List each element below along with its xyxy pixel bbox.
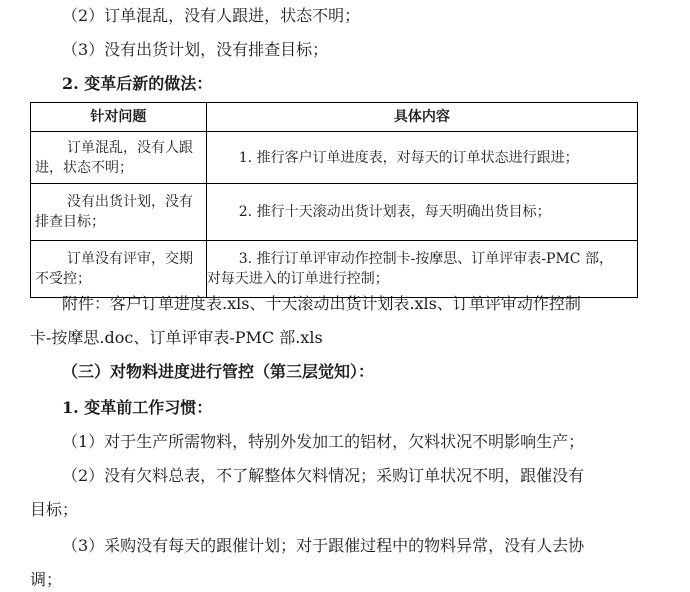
table-header-content: 具体内容 — [206, 103, 637, 132]
attachment-line-1: 附件：客户订单进度表.xls、十天滚动出货计划表.xls、订单评审动作控制 — [62, 294, 581, 313]
table-cell-issue — [31, 241, 207, 298]
table-cell-issue — [31, 184, 207, 241]
paragraph-no-follow-up-plan-line-1: （3）采购没有每天的跟催计划；对于跟催过程中的物料异常，没有人去协 — [62, 536, 585, 555]
table-row — [31, 132, 638, 184]
issue-text-rest: 不受控； — [35, 271, 91, 287]
table-header-issue: 针对问题 — [31, 103, 207, 132]
paragraph-no-shortage-list-line-1: （2）没有欠料总表，不了解整体欠料情况；采购订单状况不明，跟催没有 — [62, 466, 585, 485]
table-cell-content — [206, 132, 637, 184]
table-row — [31, 241, 638, 298]
issue-text-first: 订单没有评审，交期 — [67, 251, 193, 267]
table-header-row — [31, 103, 638, 132]
table-cell-issue — [31, 132, 207, 184]
paragraph-no-shipping-plan: （3）没有出货计划，没有排查目标； — [62, 40, 329, 59]
paragraph-no-shortage-list-line-2: 目标； — [30, 500, 79, 519]
content-text: 1. 推行客户订单进度表，对每天的订单状态进行跟进； — [238, 149, 579, 166]
attachment-line-2: 卡-按摩思.doc、订单评审表-PMC 部.xls — [30, 328, 323, 347]
paragraph-order-chaos: （2）订单混乱，没有人跟进，状态不明； — [62, 6, 361, 25]
heading-before-change: 1. 变革前工作习惯： — [62, 398, 213, 417]
paragraph-no-follow-up-plan-line-2: 调； — [30, 570, 63, 589]
content-text: 2. 推行十天滚动出货计划表，每天明确出货目标； — [238, 204, 551, 220]
heading-new-practice: 2. 变革后新的做法： — [62, 74, 213, 93]
paragraph-material-shortage: （1）对于生产所需物料，特别外发加工的铝材，欠料状况不明影响生产； — [62, 432, 585, 451]
table-cell-content — [206, 241, 637, 298]
content-text-rest: 对每天进入的订单进行控制； — [206, 271, 389, 287]
issue-text-rest: 进，状态不明； — [35, 159, 133, 176]
issue-text-first: 没有出货计划，没有 — [67, 194, 193, 210]
table-cell-content — [206, 184, 637, 241]
issue-text-first: 订单混乱，没有人跟 — [67, 139, 193, 156]
issue-text-rest: 排查目标； — [35, 214, 105, 230]
practice-table — [30, 102, 638, 298]
section-heading-material: （三）对物料进度进行管控（第三层觉知）： — [62, 362, 375, 381]
table-row — [31, 184, 638, 241]
content-text: 3. 推行订单评审动作控制卡-按摩思、订单评审表-PMC 部， — [238, 251, 613, 267]
